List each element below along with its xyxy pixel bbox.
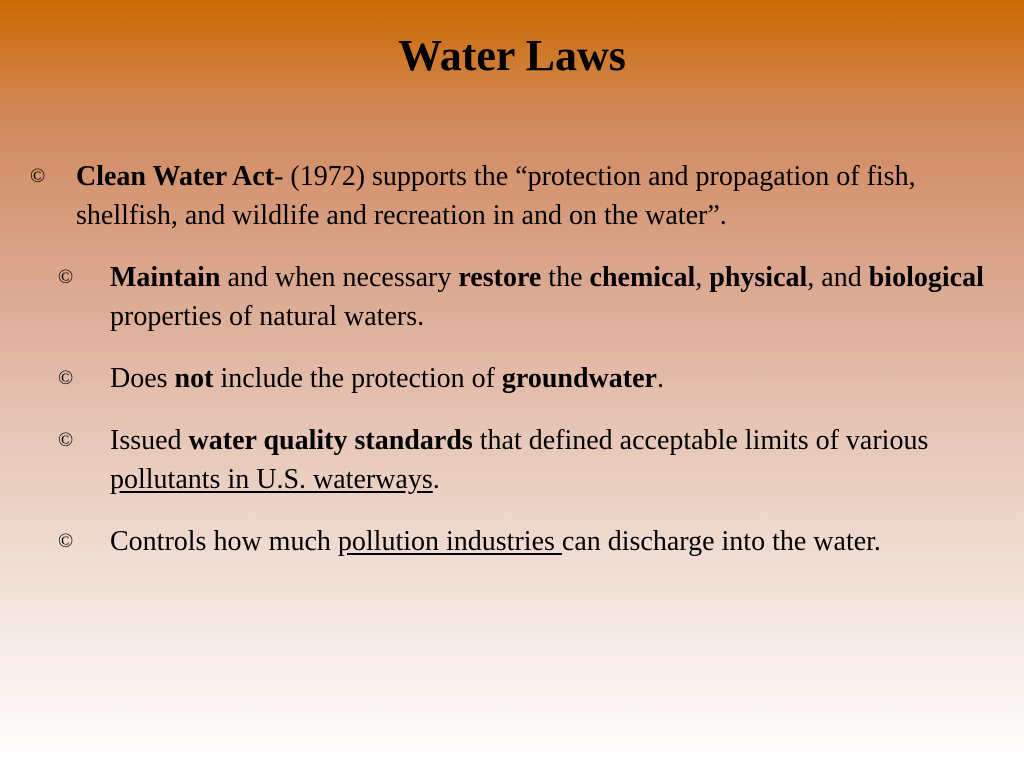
bullet-icon: © [58, 266, 74, 288]
main-bullet-clean-water-act [30, 157, 996, 235]
term-pollution-industries: pollution industries [337, 526, 562, 557]
sub-bullet-text: and when necessary [220, 262, 459, 293]
term-groundwater: groundwater [501, 363, 657, 394]
term-restore: restore [458, 262, 542, 293]
main-bullet-text: - (1972) supports the “protection and propagation of fish, shellfish, and wildlife and recreation in and on the water”. [76, 161, 916, 231]
bullet-icon: © [30, 165, 46, 187]
sub-bullet-text: can discharge into the water. [561, 526, 881, 557]
sub-bullet-text: that defined acceptable limits of various [472, 425, 929, 456]
sub-bullet-text: Controls how much [110, 526, 338, 557]
bullet-icon: © [58, 367, 74, 389]
main-bullet-lead: Clean Water Act [76, 161, 275, 192]
sub-bullet-text: , and [807, 262, 869, 293]
sub-bullet-groundwater [58, 359, 990, 398]
sub-bullet-text: . [656, 363, 664, 394]
term-chemical: chemical [589, 262, 696, 293]
sub-bullet-text: properties of natural waters. [110, 301, 425, 332]
sub-bullet-text: Issued [110, 425, 189, 456]
sub-bullet-text: the [541, 262, 590, 293]
term-maintain: Maintain [110, 262, 221, 293]
sub-bullet-text: , [695, 262, 710, 293]
sub-bullet-pollution-discharge [58, 522, 1010, 561]
sub-bullet-text: Does [110, 363, 175, 394]
term-water-quality-standards: water quality standards [188, 425, 473, 456]
sub-bullet-maintain [58, 258, 990, 336]
slide-title: Water Laws [398, 31, 626, 80]
sub-bullet-water-quality-standards [58, 421, 990, 499]
term-physical: physical [709, 262, 808, 293]
sub-bullet-text: include the protection of [213, 363, 502, 394]
sub-bullet-text: . [432, 464, 440, 495]
term-biological: biological [868, 262, 984, 293]
term-not: not [174, 363, 214, 394]
bullet-icon: © [58, 530, 74, 552]
bullet-icon: © [58, 429, 74, 451]
term-pollutants-waterways: pollutants in U.S. waterways [110, 464, 433, 495]
